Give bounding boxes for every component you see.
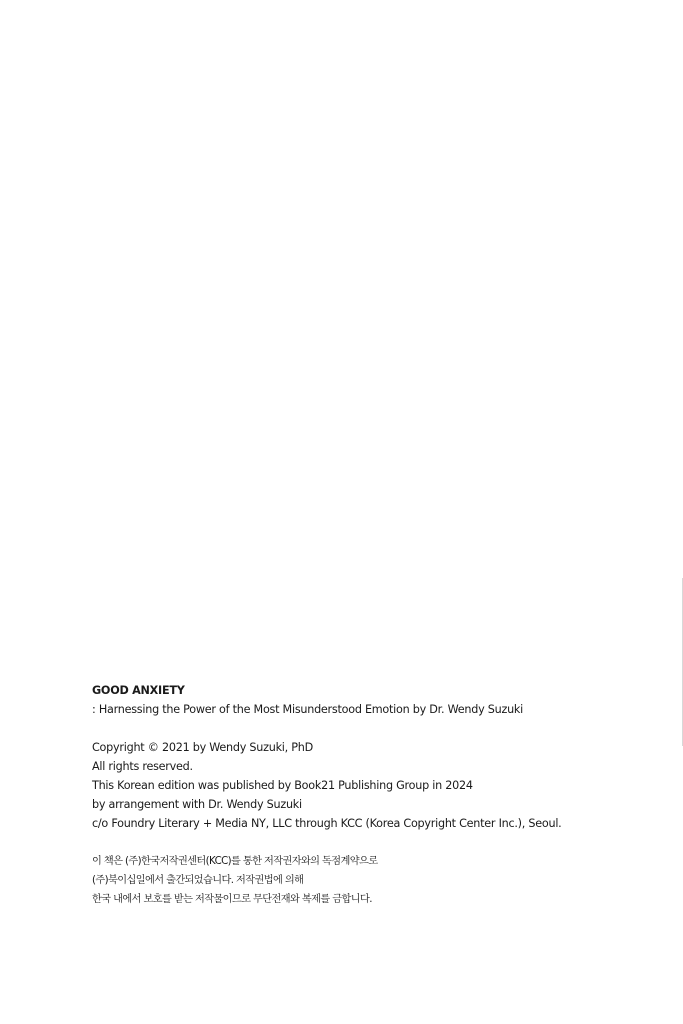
spacer <box>92 719 652 738</box>
edition-statement: This Korean edition was published by Book21 Publishing Group in 2024 <box>92 779 473 792</box>
book-title: GOOD ANXIETY <box>92 684 185 697</box>
arrangement-statement: by arrangement with Dr. Wendy Suzuki <box>92 798 302 811</box>
korean-notice-line-1: 이 책은 (주)한국저작권센터(KCC)를 통한 저작권자와의 독점계약으로 <box>92 856 378 867</box>
copyright-notice: Copyright © 2021 by Wendy Suzuki, PhD <box>92 741 313 754</box>
korean-notice-line-2: (주)북이십일에서 출간되었습니다. 저작권법에 의해 <box>92 875 304 886</box>
agency-statement: c/o Foundry Literary + Media NY, LLC through KCC (Korea Copyright Center Inc.), Seoul. <box>92 817 562 830</box>
book-subtitle: : Harnessing the Power of the Most Misunderstood Emotion by Dr. Wendy Suzuki <box>92 703 523 716</box>
copyright-page-block <box>92 681 652 909</box>
korean-notice-line-3: 한국 내에서 보호를 받는 저작물이므로 무단전재와 복제를 금합니다. <box>92 894 372 905</box>
spacer <box>92 833 652 852</box>
rights-reserved: All rights reserved. <box>92 760 193 773</box>
